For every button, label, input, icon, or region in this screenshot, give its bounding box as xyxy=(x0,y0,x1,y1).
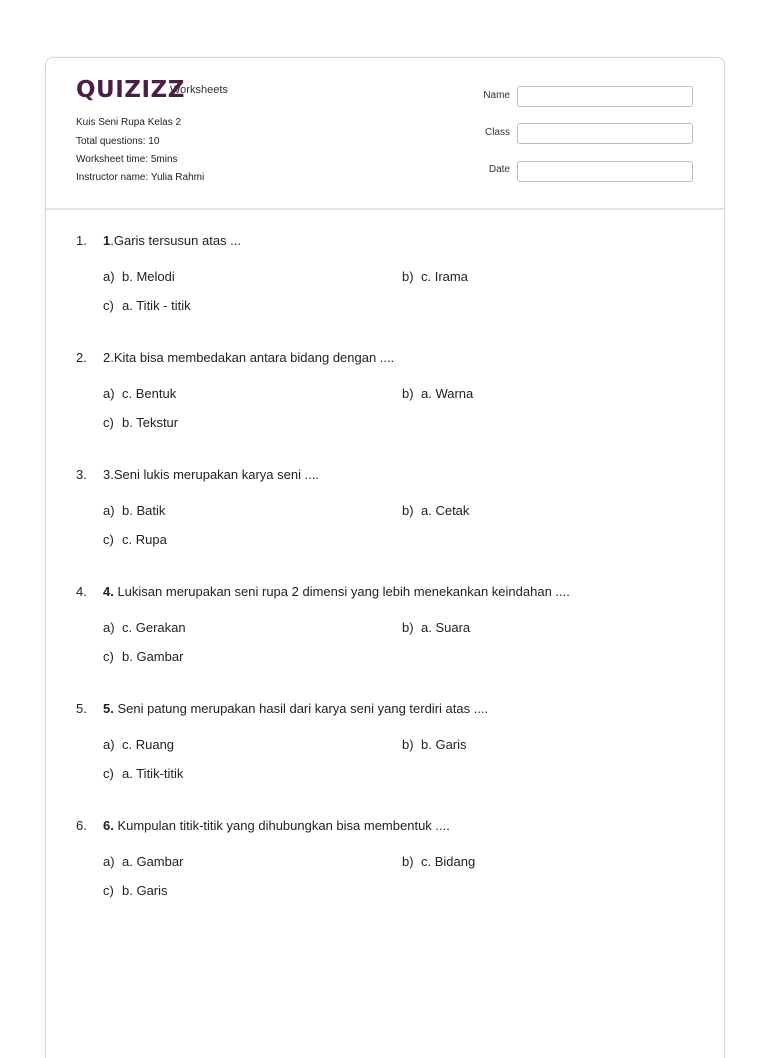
option-text: b. Garis xyxy=(122,883,168,898)
question-text xyxy=(103,233,241,248)
instructor-name: Instructor name: Yulia Rahmi xyxy=(76,172,205,183)
worksheet-time: Worksheet time: 5mins xyxy=(76,154,178,165)
option-b xyxy=(402,269,468,284)
option-text: b. Tekstur xyxy=(122,415,179,430)
question-body: 2.Kita bisa membedakan antara bidang dengan .... xyxy=(103,350,395,365)
option-text: c. Bentuk xyxy=(122,386,177,401)
question-bold-prefix: 1 xyxy=(103,233,111,248)
option-b xyxy=(402,503,469,518)
question-bold-prefix: 4. xyxy=(103,584,114,599)
option-b xyxy=(402,386,473,401)
question-text xyxy=(103,818,450,833)
option-text: c. Gerakan xyxy=(122,620,186,635)
option-c xyxy=(103,649,183,664)
option-text: a. Gambar xyxy=(122,854,184,869)
question-bold-prefix: 6. xyxy=(103,818,114,833)
option-text: b. Garis xyxy=(421,737,467,752)
option-letter: a) xyxy=(103,737,115,752)
option-text: a. Titik-titik xyxy=(122,766,184,781)
option-a xyxy=(103,386,176,401)
class-field[interactable] xyxy=(517,123,693,144)
option-letter: a) xyxy=(103,854,115,869)
quizizz-logo: QUIZIZZ xyxy=(76,77,185,103)
question-bold-prefix: 5. xyxy=(103,701,114,716)
question-body: Kumpulan titik-titik yang dihubungkan bisa membentuk .... xyxy=(113,818,450,833)
question-body: .Garis tersusun atas ... xyxy=(110,233,242,248)
question-text xyxy=(103,467,319,482)
option-c xyxy=(103,298,191,313)
question-number: 6. xyxy=(76,818,87,833)
option-text: a. Warna xyxy=(421,386,474,401)
question-body: Seni patung merupakan hasil dari karya seni yang terdiri atas .... xyxy=(113,701,489,716)
option-letter: b) xyxy=(402,269,414,284)
option-text: c. Ruang xyxy=(122,737,175,752)
option-text: a. Titik - titik xyxy=(122,298,191,313)
option-letter: b) xyxy=(402,854,414,869)
option-text: c. Irama xyxy=(421,269,468,284)
date-label: Date xyxy=(488,164,510,175)
option-letter: a) xyxy=(103,386,115,401)
question-body: Lukisan merupakan seni rupa 2 dimensi yang lebih menekankan keindahan .... xyxy=(113,584,570,599)
name-label: Name xyxy=(483,90,510,101)
question-text xyxy=(103,350,394,365)
total-questions: Total questions: 10 xyxy=(76,136,160,147)
option-text: c. Rupa xyxy=(122,532,167,547)
option-text: a. Cetak xyxy=(421,503,470,518)
option-c xyxy=(103,883,168,898)
worksheet-header xyxy=(46,58,724,210)
option-letter: c) xyxy=(103,298,114,313)
option-letter: c) xyxy=(103,766,114,781)
option-text: b. Gambar xyxy=(122,649,184,664)
worksheet-title: Kuis Seni Rupa Kelas 2 xyxy=(76,117,182,128)
option-text: a. Suara xyxy=(421,620,471,635)
class-label: Class xyxy=(484,127,510,138)
option-a xyxy=(103,269,175,284)
option-letter: b) xyxy=(402,386,414,401)
question-body: 3.Seni lukis merupakan karya seni .... xyxy=(103,467,320,482)
option-letter: c) xyxy=(103,532,114,547)
option-text: b. Batik xyxy=(122,503,166,518)
option-letter: b) xyxy=(402,737,414,752)
option-c xyxy=(103,766,183,781)
worksheet-page xyxy=(45,57,725,1058)
name-field[interactable] xyxy=(517,86,693,107)
option-letter: c) xyxy=(103,415,114,430)
question-text xyxy=(103,584,570,599)
option-a xyxy=(103,620,186,635)
option-letter: a) xyxy=(103,503,115,518)
option-c xyxy=(103,415,178,430)
question-number: 3. xyxy=(76,467,87,482)
option-text: c. Bidang xyxy=(421,854,476,869)
option-letter: c) xyxy=(103,649,114,664)
question-number: 5. xyxy=(76,701,87,716)
option-letter: c) xyxy=(103,883,114,898)
option-c xyxy=(103,532,167,547)
question-text xyxy=(103,701,488,716)
option-a xyxy=(103,503,165,518)
option-letter: a) xyxy=(103,620,115,635)
question-number: 1. xyxy=(76,233,87,248)
option-text: b. Melodi xyxy=(122,269,175,284)
date-field[interactable] xyxy=(517,161,693,182)
option-a xyxy=(103,737,174,752)
option-b xyxy=(402,854,475,869)
option-b xyxy=(402,620,470,635)
option-b xyxy=(402,737,467,752)
question-number: 2. xyxy=(76,350,87,365)
option-letter: a) xyxy=(103,269,115,284)
question-number: 4. xyxy=(76,584,87,599)
option-a xyxy=(103,854,183,869)
option-letter: b) xyxy=(402,503,414,518)
product-label: Worksheets xyxy=(170,84,228,96)
option-letter: b) xyxy=(402,620,414,635)
